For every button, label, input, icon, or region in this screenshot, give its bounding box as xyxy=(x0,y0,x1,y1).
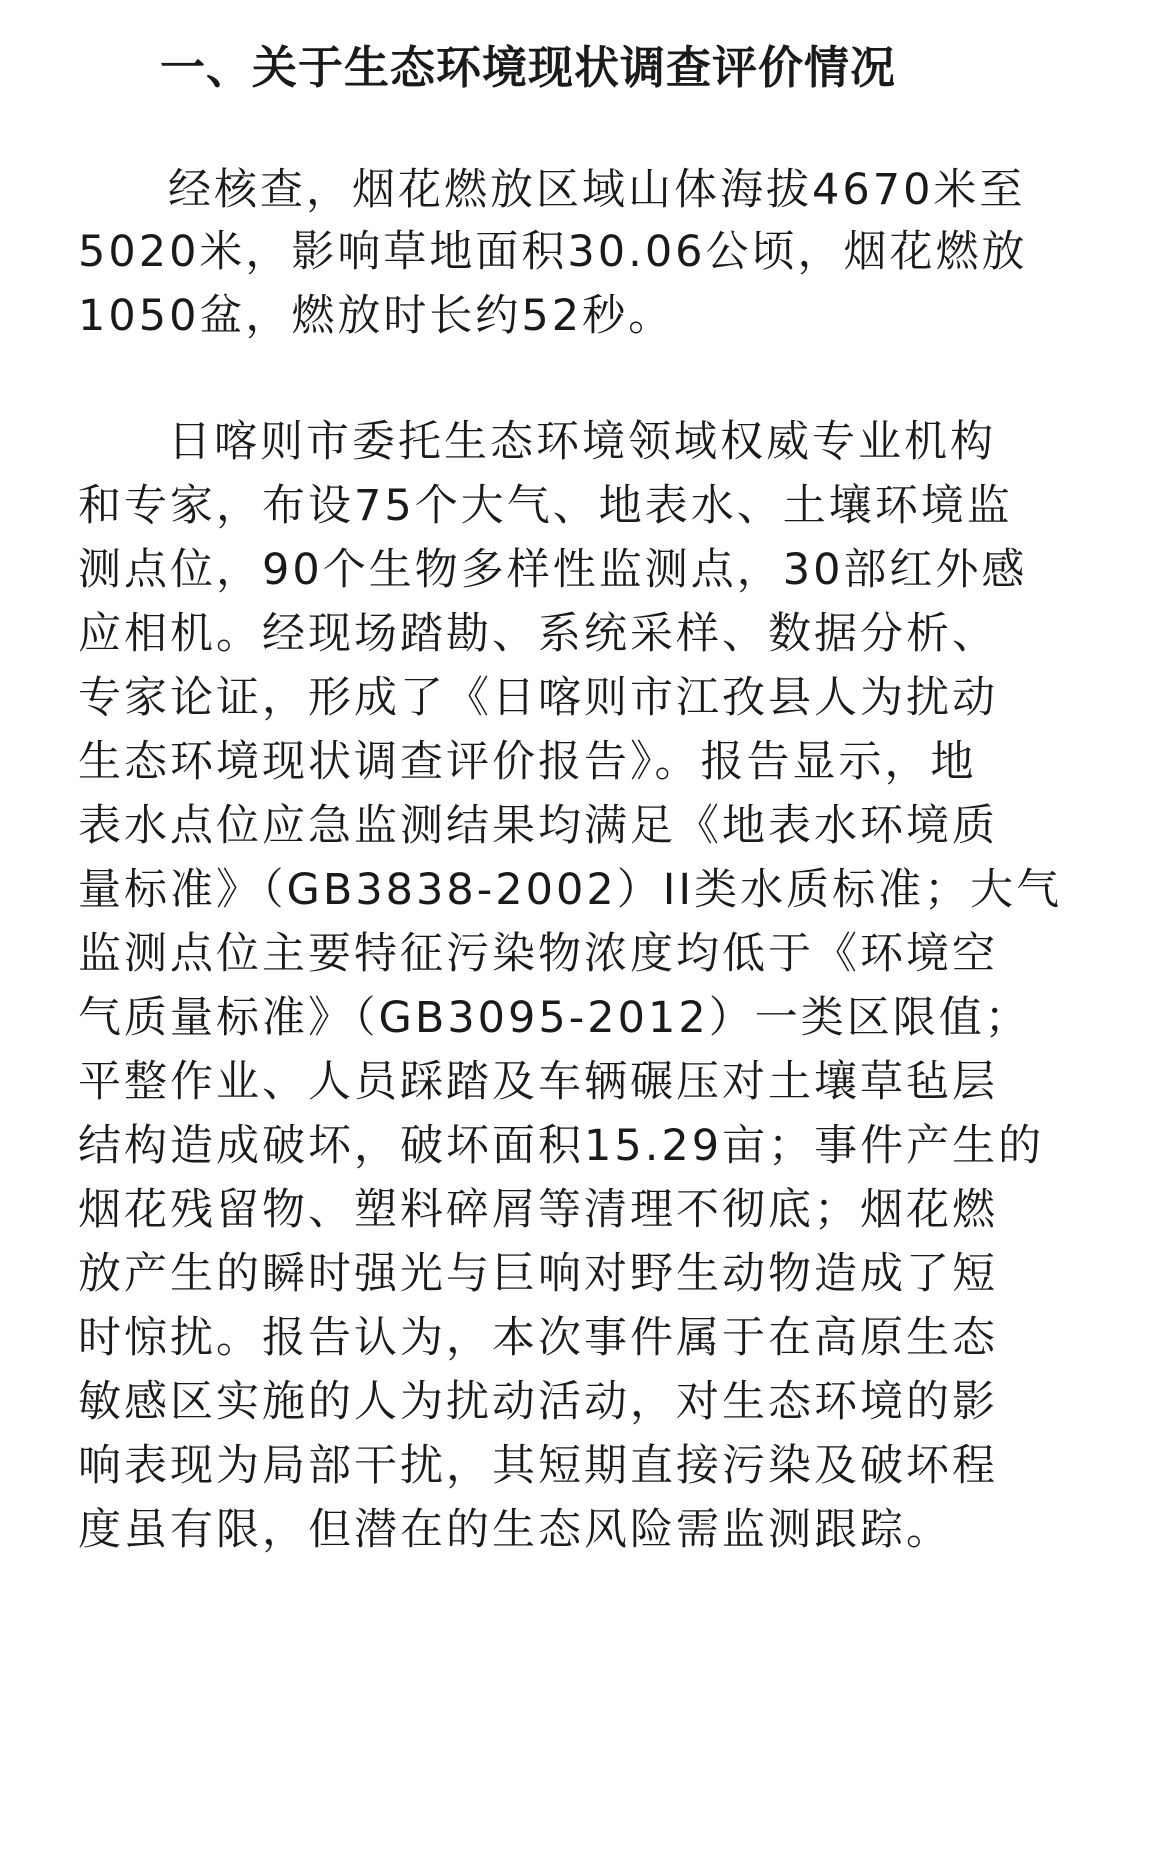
paragraph-2-line-6: 生态环境现状调查评价报告》。报告显示，地 xyxy=(78,737,977,787)
paragraph-2-line-17: 响表现为局部干扰，其短期直接污染及破坏程 xyxy=(78,1441,998,1491)
paragraph-2-line-16: 敏感区实施的人为扰动活动，对生态环境的影 xyxy=(78,1377,998,1427)
paragraph-2-line-14: 放产生的瞬时强光与巨响对野生动物造成了短 xyxy=(78,1249,998,1299)
paragraph-2-line-5: 专家论证，形成了《日喀则市江孜县人为扰动 xyxy=(78,673,998,723)
paragraph-2-line-13: 烟花残留物、塑料碎屑等清理不彻底；烟花燃 xyxy=(78,1185,998,1235)
paragraph-2-line-15: 时惊扰。报告认为，本次事件属于在高原生态 xyxy=(78,1313,998,1363)
paragraph-2-line-7: 表水点位应急监测结果均满足《地表水环境质 xyxy=(78,801,998,851)
paragraph-2-line-2: 和专家，布设75个大气、地表水、土壤环境监 xyxy=(78,481,1013,531)
paragraph-2-line-8: 量标准》（GB3838-2002）II类水质标准；大气 xyxy=(78,865,1063,915)
paragraph-2-line-4: 应相机。经现场踏勘、系统采样、数据分析、 xyxy=(78,609,998,659)
paragraph-2-line-12: 结构造成破坏，破坏面积15.29亩；事件产生的 xyxy=(78,1121,1045,1171)
paragraph-2-line-3: 测点位，90个生物多样性监测点，30部红外感 xyxy=(78,545,1028,595)
paragraph-2-line-10: 气质量标准》（GB3095-2012）一类区限值； xyxy=(78,993,1031,1043)
paragraph-2-line-18: 度虽有限，但潜在的生态风险需监测跟踪。 xyxy=(78,1505,952,1555)
paragraph-2-line-9: 监测点位主要特征污染物浓度均低于《环境空 xyxy=(78,929,998,979)
paragraph-1-line-3: 1050盆，燃放时长约52秒。 xyxy=(78,291,675,341)
section-heading: 一、关于生态环境现状调查评价情况 xyxy=(160,41,897,94)
paragraph-1-line-2: 5020米，影响草地面积30.06公顷，烟花燃放 xyxy=(78,227,1028,277)
paragraph-1-line-1: 经核查，烟花燃放区域山体海拔4670米至 xyxy=(168,165,1026,215)
paragraph-2-line-11: 平整作业、人员踩踏及车辆碾压对土壤草毡层 xyxy=(78,1057,998,1107)
paragraph-2-line-1: 日喀则市委托生态环境领域权威专业机构 xyxy=(168,417,996,467)
